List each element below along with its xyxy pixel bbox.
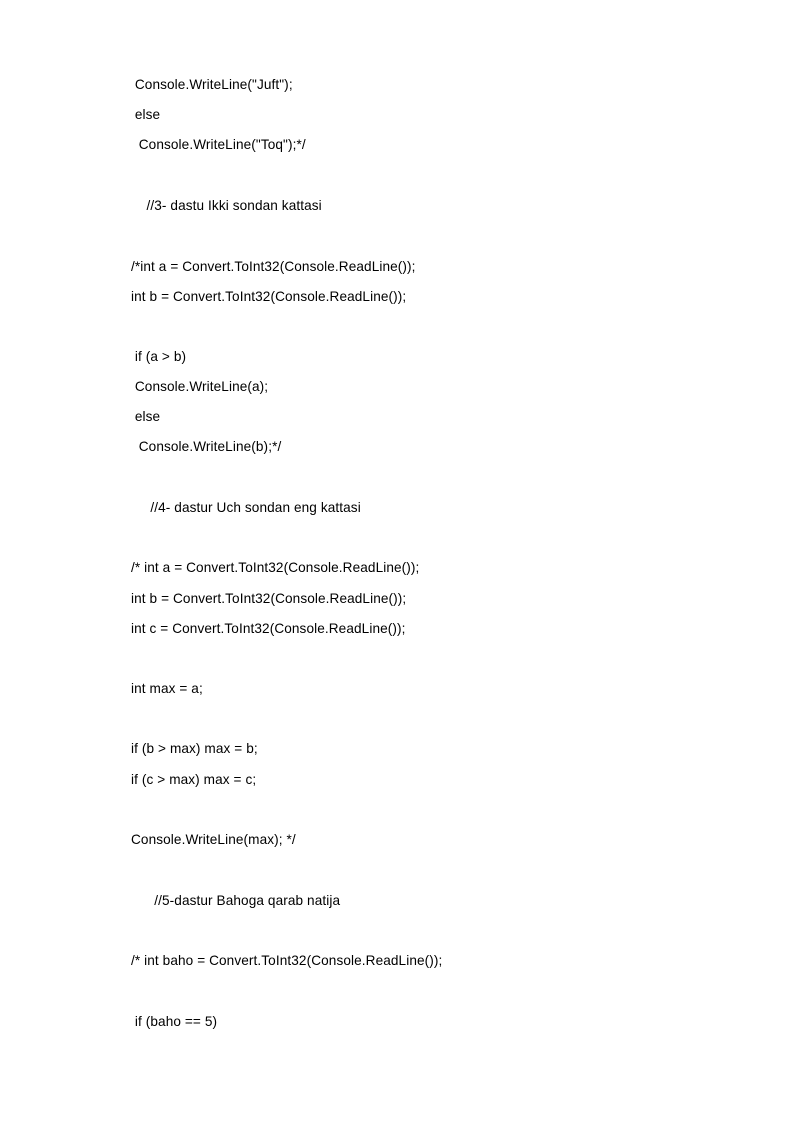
comment-line: //4- dastur Uch sondan eng kattasi <box>131 500 361 515</box>
code-line: int c = Convert.ToInt32(Console.ReadLine()); <box>131 621 406 636</box>
code-line: if (b > max) max = b; <box>131 741 258 756</box>
code-line: int b = Convert.ToInt32(Console.ReadLine()); <box>131 289 407 304</box>
code-line: int max = a; <box>131 681 203 696</box>
code-line: if (c > max) max = c; <box>131 772 257 787</box>
code-line: int b = Convert.ToInt32(Console.ReadLine()); <box>131 591 407 606</box>
code-line: if (a > b) <box>131 349 187 364</box>
comment-line: //3- dastu Ikki sondan kattasi <box>131 198 322 213</box>
code-line: Console.WriteLine(a); <box>131 379 269 394</box>
code-line: Console.WriteLine("Toq");*/ <box>131 137 306 152</box>
code-line: /* int a = Convert.ToInt32(Console.ReadLine()); <box>131 560 420 575</box>
code-line: Console.WriteLine(max); */ <box>131 832 296 847</box>
code-line: else <box>131 409 161 424</box>
code-line: else <box>131 107 161 122</box>
code-line: /*int a = Convert.ToInt32(Console.ReadLine()); <box>131 259 416 274</box>
code-line: Console.WriteLine(b);*/ <box>131 439 282 454</box>
comment-line: //5-dastur Bahoga qarab natija <box>131 893 341 908</box>
code-line: if (baho == 5) <box>131 1014 218 1029</box>
code-line: /* int baho = Convert.ToInt32(Console.ReadLine()); <box>131 953 443 968</box>
code-line: Console.WriteLine("Juft"); <box>131 77 293 92</box>
